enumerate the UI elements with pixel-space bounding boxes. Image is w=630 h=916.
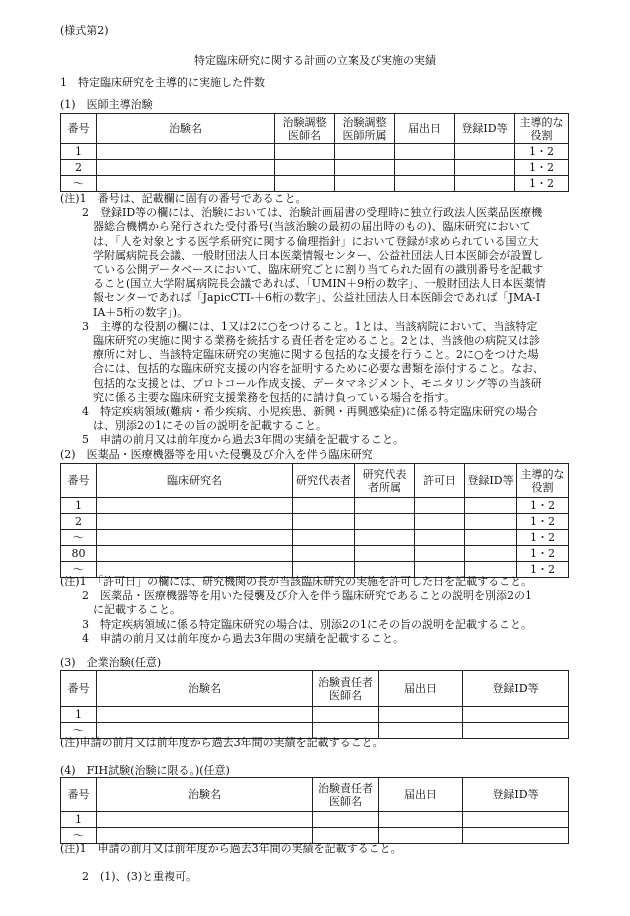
s1-header-cell bbox=[335, 114, 395, 144]
s1-table bbox=[60, 113, 569, 192]
header-text-line: 番号 bbox=[67, 122, 90, 135]
s2-header-cell bbox=[61, 464, 97, 498]
s3-header-row bbox=[61, 671, 569, 707]
s2-header-cell bbox=[517, 464, 569, 498]
note-line: は、「人を対象とする医学系研究に関する倫理指針」において登録が求められている国立大 bbox=[60, 234, 539, 248]
role-cell[interactable]: 1・2 bbox=[515, 160, 569, 176]
s3-notes bbox=[60, 736, 384, 750]
header-text-line: 主導的な bbox=[520, 467, 565, 481]
note-line: IA＋5桁の数字」)。 bbox=[60, 305, 189, 319]
empty-entry-cell[interactable] bbox=[379, 707, 463, 723]
empty-entry-cell[interactable] bbox=[293, 530, 355, 546]
row-number-cell: 1 bbox=[61, 812, 97, 828]
row-number-cell: 2 bbox=[61, 160, 97, 176]
empty-entry-cell[interactable] bbox=[97, 160, 275, 176]
empty-entry-cell[interactable] bbox=[415, 546, 465, 562]
header-text-line: 主導的な bbox=[519, 115, 564, 129]
empty-entry-cell[interactable] bbox=[97, 514, 293, 530]
header-text-line: 届出日 bbox=[404, 788, 437, 801]
header-text-line: 役割 bbox=[530, 128, 553, 142]
empty-entry-cell[interactable] bbox=[379, 723, 463, 739]
header-text-line: 研究代表者 bbox=[296, 474, 351, 487]
s2-header-cell bbox=[293, 464, 355, 498]
header-text-line: 番号 bbox=[67, 474, 90, 487]
header-text-line: 届出日 bbox=[404, 682, 437, 695]
s2-header-cell bbox=[465, 464, 517, 498]
header-text-line: 医師名 bbox=[288, 128, 321, 142]
role-cell[interactable]: 1・2 bbox=[517, 514, 569, 530]
s2-header-cell bbox=[97, 464, 293, 498]
s1-header-cell bbox=[61, 114, 97, 144]
row-number-cell: ～ bbox=[61, 530, 97, 546]
header-text-line: 治験調整 bbox=[282, 115, 327, 129]
s4-header-cell bbox=[463, 778, 569, 812]
empty-entry-cell[interactable] bbox=[97, 530, 293, 546]
empty-entry-cell[interactable] bbox=[97, 176, 275, 192]
note-line: 4 申請の前月又は前年度から過去3年間の実績を記載すること。 bbox=[60, 631, 404, 645]
header-text-line: 番号 bbox=[67, 788, 90, 801]
role-cell[interactable]: 1・2 bbox=[515, 144, 569, 160]
header-text-line: 番号 bbox=[67, 682, 90, 695]
table-row bbox=[61, 812, 569, 828]
empty-entry-cell[interactable] bbox=[97, 812, 313, 828]
s3-header-cell bbox=[313, 671, 379, 707]
empty-entry-cell[interactable] bbox=[355, 546, 415, 562]
empty-entry-cell[interactable] bbox=[293, 514, 355, 530]
header-text-line: 医師名 bbox=[329, 688, 362, 702]
empty-entry-cell[interactable] bbox=[465, 498, 517, 514]
header-text-line: 治験名 bbox=[188, 682, 221, 695]
s4-header-cell bbox=[379, 778, 463, 812]
empty-entry-cell[interactable] bbox=[415, 514, 465, 530]
empty-entry-cell[interactable] bbox=[355, 530, 415, 546]
note-line: 3 主導的な役割の欄には、1又は2に○をつけること。1とは、当該病院において、当該特定 bbox=[60, 319, 538, 333]
empty-entry-cell[interactable] bbox=[335, 144, 395, 160]
note-line: 2 (1)、(3)と重複可。 bbox=[60, 870, 198, 884]
s1-header-cell bbox=[515, 114, 569, 144]
s3-table bbox=[60, 670, 569, 739]
empty-entry-cell[interactable] bbox=[415, 530, 465, 546]
note-line: 報センターであれば「JapicCTI-＋6桁の数字」、公益社団法人日本医師会であれば「JMA-I bbox=[60, 291, 541, 305]
empty-entry-cell[interactable] bbox=[275, 176, 335, 192]
empty-entry-cell[interactable] bbox=[463, 828, 569, 844]
note-line bbox=[60, 856, 402, 870]
s4-header-cell bbox=[313, 778, 379, 812]
header-text-line: 医師所属 bbox=[342, 128, 387, 142]
s3-header-cell bbox=[61, 671, 97, 707]
empty-entry-cell[interactable] bbox=[313, 707, 379, 723]
header-text-line: 登録ID等 bbox=[492, 788, 539, 801]
empty-entry-cell[interactable] bbox=[355, 498, 415, 514]
note-line: 器総合機構から発行された受付番号(当該治験の最初の届出時のもの)、臨床研究において bbox=[60, 220, 531, 234]
s2-header-row bbox=[61, 464, 569, 498]
s4-heading: (4) FIH試験(治験に限る。)(任意) bbox=[60, 764, 230, 777]
note-line: (注)1 「許可日」の欄には、研究機関の長が当該臨床研究の実施を許可した日を記載すること。 bbox=[60, 575, 533, 588]
s1-header-row bbox=[61, 114, 569, 144]
empty-entry-cell[interactable] bbox=[293, 546, 355, 562]
s2-table bbox=[60, 463, 569, 578]
header-text-line: 臨床研究名 bbox=[167, 474, 222, 487]
row-number-cell: 80 bbox=[61, 546, 97, 562]
role-cell[interactable]: 1・2 bbox=[517, 562, 569, 578]
note-line: 学附属病院長会議、一般財団法人日本医薬情報センター、公益社団法人日本医師会が設置し bbox=[60, 248, 544, 262]
section1-heading: 1 特定臨床研究を主導的に実施した件数 bbox=[60, 76, 265, 89]
s4-header-cell bbox=[97, 778, 313, 812]
row-number-cell: ～ bbox=[61, 828, 97, 844]
empty-entry-cell[interactable] bbox=[415, 498, 465, 514]
role-cell[interactable]: 1・2 bbox=[517, 546, 569, 562]
s3-heading: (3) 企業治験(任意) bbox=[60, 656, 162, 669]
s2-heading: (2) 医薬品・医療機器等を用いた侵襲及び介入を伴う臨床研究 bbox=[60, 448, 373, 461]
empty-entry-cell[interactable] bbox=[293, 498, 355, 514]
header-text-line: 登録ID等 bbox=[467, 474, 514, 487]
note-line: 臨床研究の実施に関する業務を統括する責任者を定めること。2とは、当該他の病院又は診 bbox=[60, 334, 540, 348]
table-row bbox=[61, 514, 569, 530]
row-number-cell: ～ bbox=[61, 176, 97, 192]
row-number-cell: ～ bbox=[61, 562, 97, 578]
table-row bbox=[61, 176, 569, 192]
empty-entry-cell[interactable] bbox=[97, 707, 313, 723]
empty-entry-cell[interactable] bbox=[275, 160, 335, 176]
note-line: は、別添2の1にその旨の説明を記載すること。 bbox=[60, 419, 327, 433]
note-line: 合には、包括的な臨床研究支援の内容を証明するために必要な書類を添付すること。なお、 bbox=[60, 362, 544, 376]
empty-entry-cell[interactable] bbox=[463, 812, 569, 828]
empty-entry-cell[interactable] bbox=[335, 176, 395, 192]
empty-entry-cell[interactable] bbox=[463, 723, 569, 739]
header-text-line: 治験責任者 bbox=[318, 781, 373, 795]
header-text-line: 医師名 bbox=[329, 794, 362, 808]
s3-header-cell bbox=[463, 671, 569, 707]
table-row bbox=[61, 144, 569, 160]
note-line: 2 登録ID等の欄には、治験においては、治験計画届書の受理時に独立行政法人医薬品医療機 bbox=[60, 206, 543, 220]
empty-entry-cell[interactable] bbox=[455, 144, 515, 160]
s2-header-cell bbox=[415, 464, 465, 498]
s1-notes bbox=[60, 192, 546, 448]
empty-entry-cell[interactable] bbox=[379, 812, 463, 828]
empty-entry-cell[interactable] bbox=[275, 144, 335, 160]
table-row bbox=[61, 546, 569, 562]
note-line: (注)1 番号は、記載欄に固有の番号であること。 bbox=[60, 192, 307, 205]
row-number-cell: 2 bbox=[61, 514, 97, 530]
note-line: 5 申請の前月又は前年度から過去3年間の実績を記載すること。 bbox=[60, 433, 404, 447]
empty-entry-cell[interactable] bbox=[455, 176, 515, 192]
header-text-line: 研究代表 bbox=[362, 467, 407, 481]
header-text-line: 登録ID等 bbox=[461, 122, 508, 135]
note-line: 包括的な支援とは、プロトコール作成支援、データマネジメント、モニタリング等の当該研 bbox=[60, 376, 542, 390]
header-text-line: 許可日 bbox=[423, 474, 456, 487]
header-text-line: 治験責任者 bbox=[318, 675, 373, 689]
table-row bbox=[61, 160, 569, 176]
row-number-cell: 1 bbox=[61, 498, 97, 514]
empty-entry-cell[interactable] bbox=[395, 176, 455, 192]
table-row bbox=[61, 498, 569, 514]
page-title: 特定臨床研究に関する計画の立案及び実施の実績 bbox=[194, 54, 436, 67]
row-number-cell: 1 bbox=[61, 144, 97, 160]
note-line: に記載すること。 bbox=[60, 603, 181, 617]
header-text-line: 届出日 bbox=[408, 122, 441, 135]
empty-entry-cell[interactable] bbox=[355, 514, 415, 530]
empty-entry-cell[interactable] bbox=[97, 498, 293, 514]
s1-header-cell bbox=[275, 114, 335, 144]
row-number-cell: 1 bbox=[61, 707, 97, 723]
header-text-line: 治験調整 bbox=[342, 115, 387, 129]
s4-header-cell bbox=[61, 778, 97, 812]
s1-heading: (1) 医師主導治験 bbox=[60, 98, 153, 111]
note-line: (注)1 申請の前月又は前年度から過去3年間の実績を記載すること。 bbox=[60, 842, 402, 855]
s1-header-cell bbox=[455, 114, 515, 144]
s3-header-cell bbox=[379, 671, 463, 707]
note-line: 3 特定疾病領域に係る特定臨床研究の場合は、別添2の1にその旨の説明を記載すること。 bbox=[60, 617, 532, 631]
s2-header-cell bbox=[355, 464, 415, 498]
empty-entry-cell[interactable] bbox=[465, 530, 517, 546]
s2-notes bbox=[60, 575, 532, 646]
note-line: 究に係る主要な臨床研究支援業務を包括的に請け負っている場合を指す。 bbox=[60, 390, 456, 404]
header-text-line: 者所属 bbox=[368, 480, 401, 494]
empty-entry-cell[interactable] bbox=[463, 707, 569, 723]
note-line: 4 特定疾病領域(難病・希少疾病、小児疾患、新興・再興感染症)に係る特定臨床研究の場合 bbox=[60, 405, 538, 419]
s1-header-cell bbox=[97, 114, 275, 144]
header-text-line: 役割 bbox=[531, 480, 554, 494]
note-line: ること(国立大学附属病院長会議であれば、「UMIN＋9桁の数字」、一般財団法人日本医薬情 bbox=[60, 277, 546, 291]
note-line: 療所に対し、当該特定臨床研究の実施に関する包括的な支援を行うこと。2に○をつけた場 bbox=[60, 348, 539, 362]
s1-header-cell bbox=[395, 114, 455, 144]
note-line: ている公開データベースにおいて、臨床研究ごとに割り当てられた固有の識別番号を記載す bbox=[60, 263, 544, 277]
note-line: (注)申請の前月又は前年度から過去3年間の実績を記載すること。 bbox=[60, 736, 384, 749]
table-row bbox=[61, 707, 569, 723]
empty-entry-cell[interactable] bbox=[465, 546, 517, 562]
empty-entry-cell[interactable] bbox=[395, 144, 455, 160]
empty-entry-cell[interactable] bbox=[313, 812, 379, 828]
empty-entry-cell[interactable] bbox=[335, 160, 395, 176]
s4-header-row bbox=[61, 778, 569, 812]
role-cell[interactable]: 1・2 bbox=[515, 176, 569, 192]
empty-entry-cell[interactable] bbox=[465, 514, 517, 530]
header-text-line: 治験名 bbox=[169, 122, 202, 135]
empty-entry-cell[interactable] bbox=[97, 144, 275, 160]
row-number-cell: ～ bbox=[61, 723, 97, 739]
header-text-line: 登録ID等 bbox=[492, 682, 539, 695]
empty-entry-cell[interactable] bbox=[395, 160, 455, 176]
table-row bbox=[61, 530, 569, 546]
empty-entry-cell[interactable] bbox=[97, 546, 293, 562]
empty-entry-cell[interactable] bbox=[455, 160, 515, 176]
role-cell[interactable]: 1・2 bbox=[517, 530, 569, 546]
form-label: (様式第2) bbox=[60, 24, 109, 37]
s4-table bbox=[60, 777, 569, 844]
s4-notes bbox=[60, 842, 402, 885]
header-text-line: 治験名 bbox=[188, 788, 221, 801]
s3-header-cell bbox=[97, 671, 313, 707]
role-cell[interactable]: 1・2 bbox=[517, 498, 569, 514]
note-line: 2 医薬品・医療機器等を用いた侵襲及び介入を伴う臨床研究であることの説明を別添2の1 bbox=[60, 589, 532, 603]
